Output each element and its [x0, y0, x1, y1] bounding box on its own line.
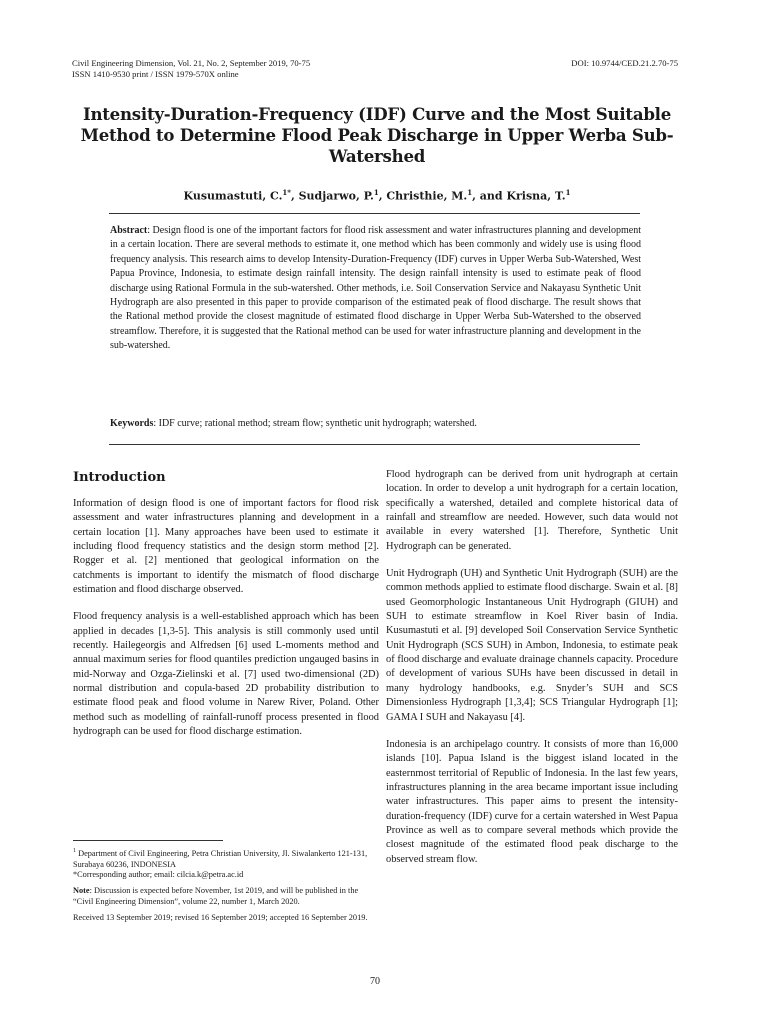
keywords-label: Keywords — [110, 418, 154, 429]
corresponding-author: *Corresponding author; email: cilcia.k@petra.ac.id — [73, 870, 244, 880]
author-affiliation-mark: 1 — [373, 188, 379, 197]
paragraph: Indonesia is an archipelago country. It consists of more than 16,000 islands [10]. Papua Island is the biggest island located in the easternmost territorial of Republic of Indonesia. In the last few years, infrastructures planning in the area became important issue including water infrastructures. This paper aims to present the intensity-duration-frequency (IDF) curve for a certain watershed in West Papua Province as well as to compare several methods which provide the closest magnitude of the estimated flood peak discharge to the observed stream flow. — [386, 738, 678, 865]
doi-link[interactable]: DOI: 10.9744/CED.21.2.70-75 — [571, 58, 678, 68]
received-dates: Received 13 September 2019; revised 16 September 2019; accepted 16 September 2019. — [73, 912, 368, 922]
abstract-text: : Design flood is one of the important factors for flood risk assessment and water infrastructures planning and development in a certain location. There are several methods to estimate it, one method which has been commonly and widely use is using flood frequency analysis. This research aims to develop Intensity-Duration-Frequency (IDF) curves in Upper Werba Sub-Watershed, West Papua Province, Indonesia, to estimate design rainfall intensity. The design rainfall intensity is used to estimate peak of flood discharge using Rational Formula in the sub-watershed. Other methods, i.e. Soil Conservation Service and Nakayasu Synthetic Unit Hydrograph are also presented in this paper to provide comparison of the estimated peak of flood discharge. The result shows that the Rational method provide the closest magnitude of estimated flood discharge in Upper Werba Sub-Watershed to the observed streamflow. Therefore, it is suggested that the Rational method can be used for water infrastructure planning and development in the sub-watershed. — [110, 225, 641, 352]
affiliation-mark: 1 — [73, 848, 76, 854]
affiliation-text: Department of Civil Engineering, Petra Christian University, Jl. Siwalankerto 121-131, Surabaya 60236, INDONESIA — [73, 848, 368, 869]
paragraph: Unit Hydrograph (UH) and Synthetic Unit Hydrograph (SUH) are the common methods applied to estimate flood discharge. Swain et al. [8] used Geomorphologic Instantaneous Unit Hydrograph (GIUH) and SUH to estimate streamflow in Koel River basin of India. Kusumastuti et al. [9] developed Soil Conservation Service Synthetic Unit Hydrograph (SCS SUH) in Ambon, Indonesia, to estimate peak of flood discharge and evaluate drainage channels capacity. Procedure of development of various SUHs have been discussed in detail in many hydrology handbooks, e.g. Snyder’s SUH and SCS Dimensionless Hydrograph [1,3,4]; SCS Triangular Hydrograph [1]; GAMA I SUH and Nakayasu [4]. — [386, 568, 678, 723]
author-affiliation-mark: 1* — [282, 188, 291, 197]
keywords-bottom-rule — [109, 444, 640, 445]
keywords — [110, 417, 641, 431]
author-name: Kusumastuti, C. — [183, 189, 283, 203]
note-label: Note — [73, 886, 90, 896]
note-text: : Discussion is expected before November, 1st 2019, and will be published in the “Civil Engineering Dimension”, volume 22, number 1, March 2020. — [73, 886, 359, 906]
footnotes — [73, 846, 373, 929]
author-name: , and Krisna, T. — [472, 189, 566, 203]
page-number: 70 — [370, 976, 380, 987]
abstract-label: Abstract — [110, 225, 148, 236]
right-column — [386, 468, 678, 880]
paper-title: Intensity-Duration-Frequency (IDF) Curve and the Most Suitable Method to Determine Flood Peak Discharge in Upper Werba Sub-Watershed — [80, 104, 674, 166]
abstract-top-rule — [109, 213, 640, 214]
section-heading-introduction: Introduction — [73, 470, 166, 485]
paragraph: Information of design flood is one of important factors for flood risk assessment and water infrastructures planning and development in a certain location [1]. Many approaches have been used to estimate it including flood frequency statistics and the design storm method [2]. Rogger et al. [2] mentioned that geological information on the catchments is important to identify the mismatch of flood discharge estimation and flood discharge observed. — [73, 498, 379, 596]
author-affiliation-mark: 1 — [467, 188, 473, 197]
discussion-note — [73, 886, 373, 908]
paragraph: Flood frequency analysis is a well-established approach which has been applied in decades [1,3-5]. This analysis is still commonly used until recently. Hailegeorgis and Alfredsen [6] used L-moments method and annual maximum series for flood quantiles prediction ungauged basins in mid-Norway and Ozga-Zielinski et al. [7] used two-dimensional (2D) normal distribution and copula-based 2D probability distribution to estimate flood peak and flood volume in Narew River, Poland. Other method such as modelling of rainfall-runoff process presented in flood hydrograph can be used for flood discharge estimation. — [73, 611, 379, 738]
affiliation-footnote — [73, 846, 373, 881]
journal-issn: ISSN 1410-9530 print / ISSN 1979-570X online — [72, 69, 239, 79]
journal-citation: Civil Engineering Dimension, Vol. 21, No. 2, September 2019, 70-75 — [72, 58, 311, 68]
author-affiliation-mark: 1 — [565, 188, 571, 197]
left-column — [73, 497, 379, 753]
author-name: , Christhie, M. — [378, 189, 468, 203]
keywords-text: : IDF curve; rational method; stream flow; synthetic unit hydrograph; watershed. — [153, 418, 477, 429]
paragraph: Flood hydrograph can be derived from unit hydrograph at certain location. In order to develop a unit hydrograph for a certain location, specifically a watershed, detailed and complete historical data of rainfall and streamflow are needed. However, such data would not available in every watershed [1]. Therefore, Synthetic Unit Hydrograph can be generated. — [386, 469, 678, 552]
author-name: , Sudjarwo, P. — [290, 189, 374, 203]
footnote-rule — [73, 840, 223, 841]
author-list — [72, 186, 682, 204]
journal-header — [72, 58, 310, 80]
abstract — [110, 224, 641, 354]
